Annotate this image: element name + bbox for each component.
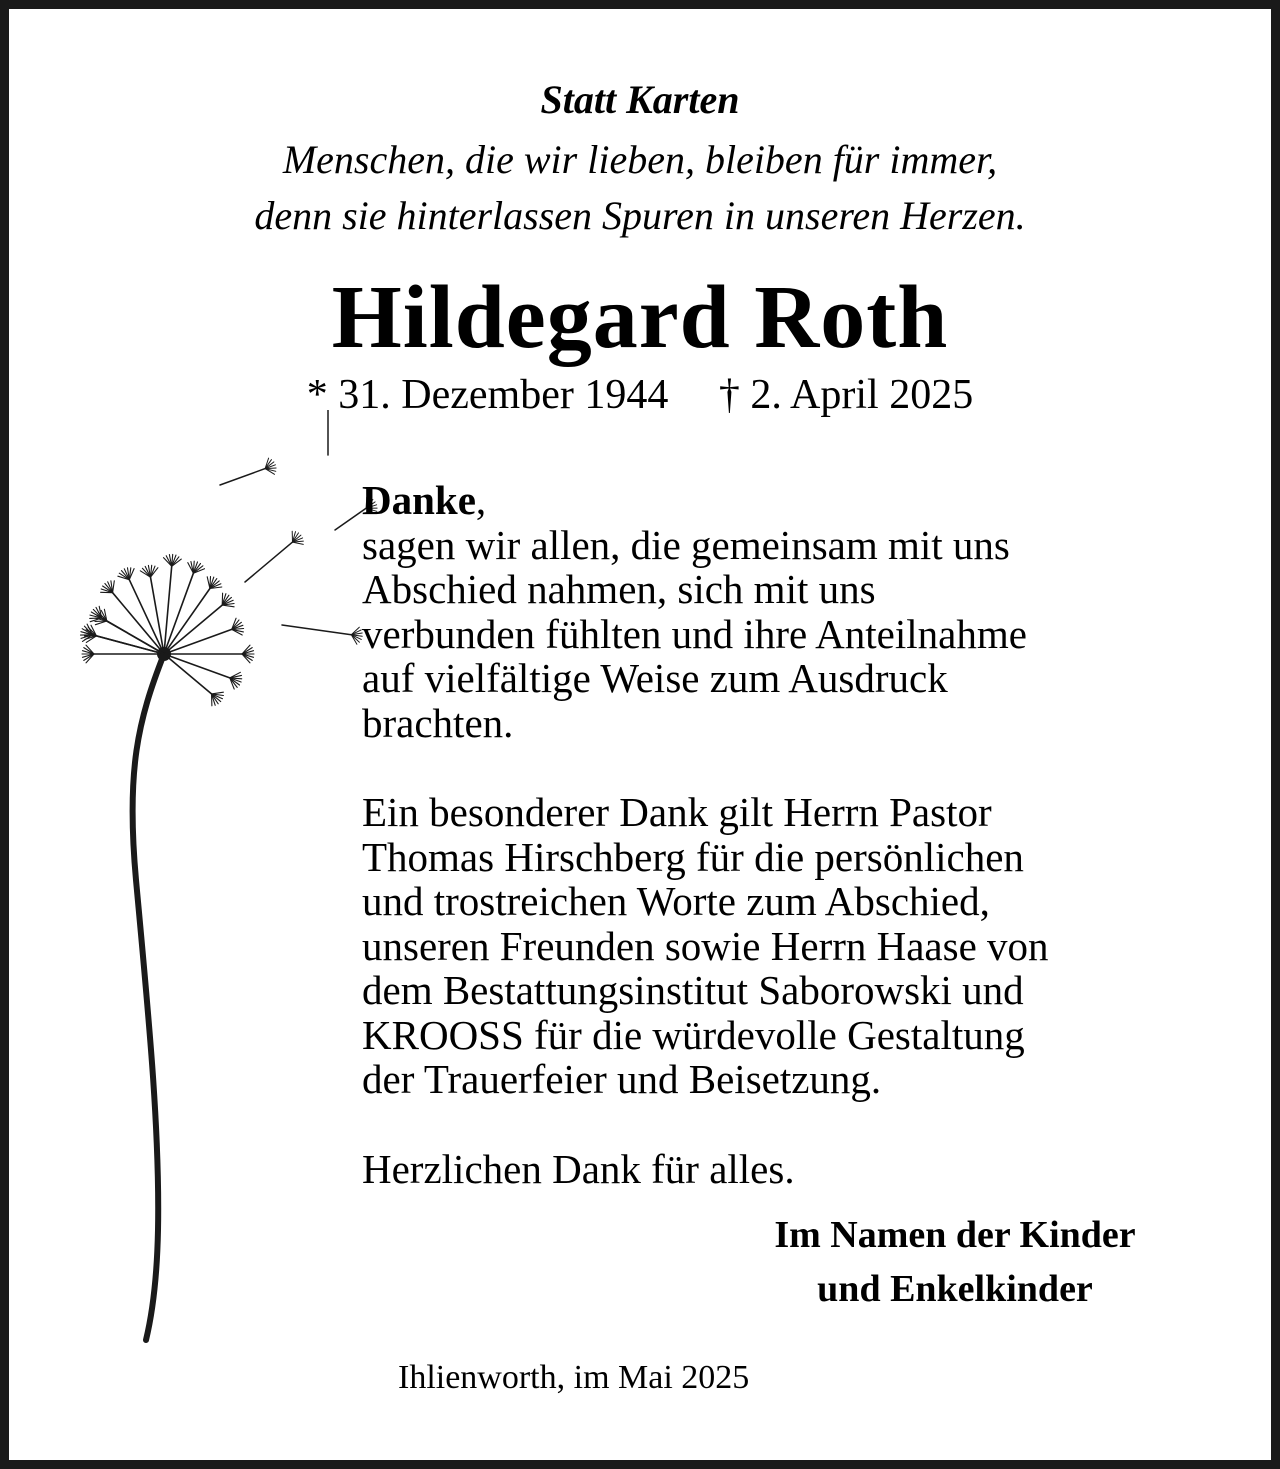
thanks-line: brachten. <box>362 699 514 746</box>
paragraph-gap <box>362 745 1222 790</box>
thanks-line: Thomas Hirschberg für die persönlichen <box>362 833 1024 880</box>
thanks-heading: Danke <box>362 477 476 523</box>
birth-date: * 31. Dezember 1944 <box>306 372 669 418</box>
thanks-line: KROOSS für die würdevolle Gestaltung <box>362 1011 1025 1058</box>
death-date: † 2. April 2025 <box>718 372 974 418</box>
thanks-line: dem Bestattungsinstitut Saborowski und <box>362 967 1024 1013</box>
motto <box>0 132 1280 244</box>
thanks-line: verbunden fühlten und ihre Anteilnahme <box>362 610 1027 657</box>
signature <box>740 1208 1170 1316</box>
thanks-line: sagen wir allen, die gemeinsam mit uns <box>362 521 1010 568</box>
thanks-closing: Herzlichen Dank für alles. <box>362 1145 795 1192</box>
signature-line: und Enkelkinder <box>817 1268 1093 1310</box>
motto-line: denn sie hinterlassen Spuren in unseren Herzen. <box>254 193 1026 238</box>
dandelion-icon <box>60 410 400 1360</box>
thanks-line: Abschied nahmen, sich mit uns <box>362 566 876 612</box>
kicker-heading: Statt Karten <box>540 77 740 122</box>
motto-line: Menschen, die wir lieben, bleiben für immer, <box>282 137 998 182</box>
place-date: Ihlienworth, im Mai 2025 <box>398 1359 750 1396</box>
thanks-heading-punct: , <box>475 477 487 523</box>
thanks-line: der Trauerfeier und Beisetzung. <box>362 1056 882 1102</box>
deceased-name: Hildegard Roth <box>331 268 949 367</box>
paragraph-gap <box>362 1102 1222 1147</box>
signature-line: Im Namen der Kinder <box>774 1214 1136 1256</box>
thanks-heading-line <box>362 478 1222 523</box>
thanks-line: auf vielfältige Weise zum Ausdruck <box>362 655 948 701</box>
thanks-line: Ein besonderer Dank gilt Herrn Pastor <box>362 789 992 835</box>
thanks-text <box>362 478 1222 1191</box>
thanks-line: unseren Freunden sowie Herrn Haase von <box>362 922 1049 969</box>
thanks-line: und trostreichen Worte zum Abschied, <box>362 878 990 924</box>
